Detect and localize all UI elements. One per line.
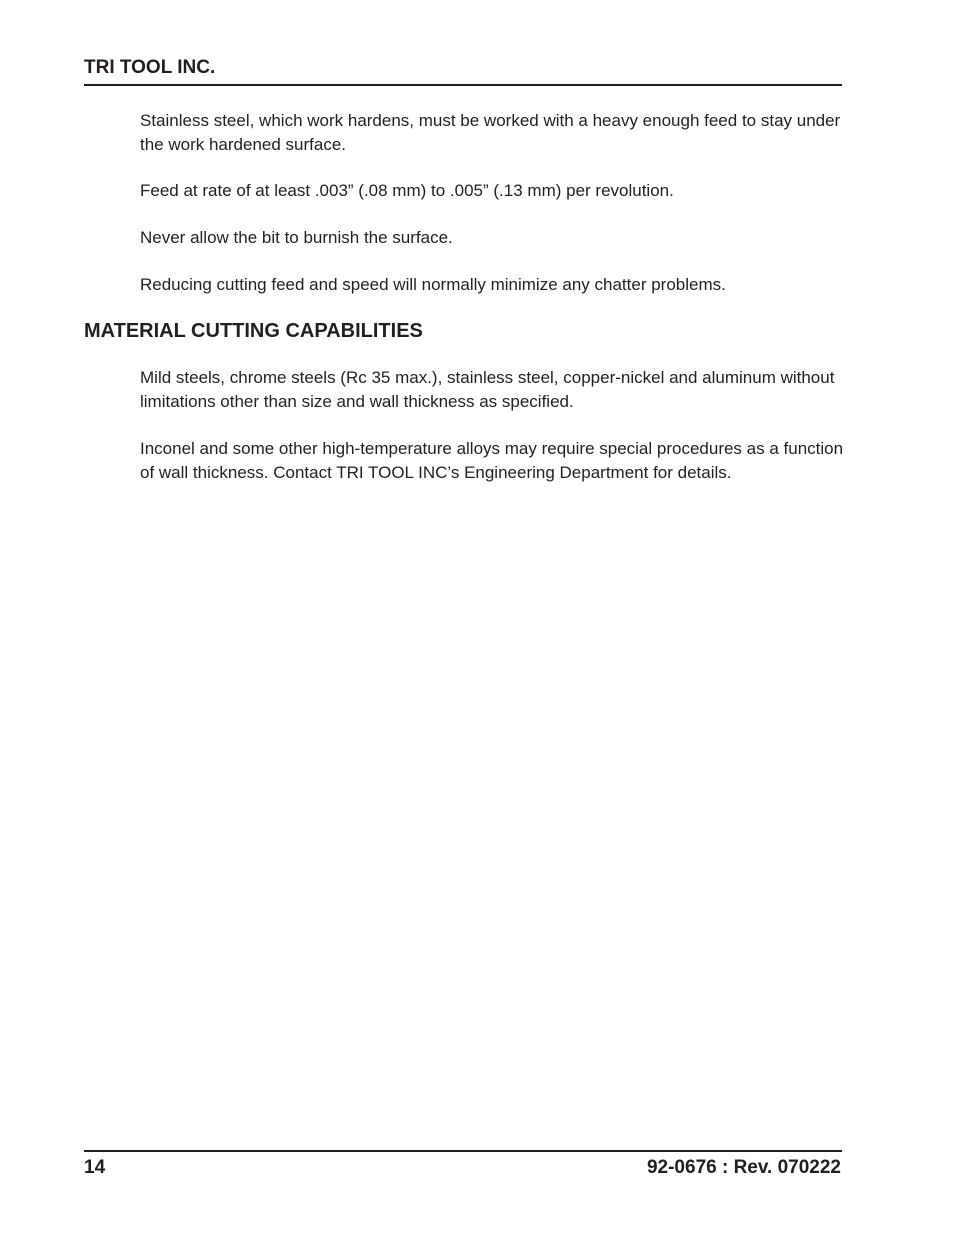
section-heading-material-capabilities: MATERIAL CUTTING CAPABILITIES (84, 320, 423, 342)
page-number: 14 (84, 1157, 106, 1178)
paragraph-stainless-steel: Stainless steel, which work hardens, must be worked with a heavy enough feed to stay under the work hardened surface. (140, 111, 841, 154)
paragraph-inconel: Inconel and some other high-temperature alloys may require special procedures as a function of wall thickness. Contact TRI TOOL INC’s Engineering Department for details. (140, 439, 844, 482)
paragraph-mild-steels: Mild steels, chrome steels (Rc 35 max.), stainless steel, copper-nickel and aluminum without limitations other than size and wall thickness as specified. (140, 368, 835, 411)
header-divider (84, 84, 842, 86)
paragraph-chatter: Reducing cutting feed and speed will normally minimize any chatter problems. (140, 275, 726, 294)
header-company-name: TRI TOOL INC. (84, 57, 216, 78)
paragraph-burnish: Never allow the bit to burnish the surface. (140, 228, 453, 247)
footer-divider (84, 1150, 842, 1152)
paragraph-feed-rate: Feed at rate of at least .003” (.08 mm) to .005” (.13 mm) per revolution. (140, 181, 674, 200)
document-revision: 92-0676 : Rev. 070222 (646, 1157, 841, 1178)
